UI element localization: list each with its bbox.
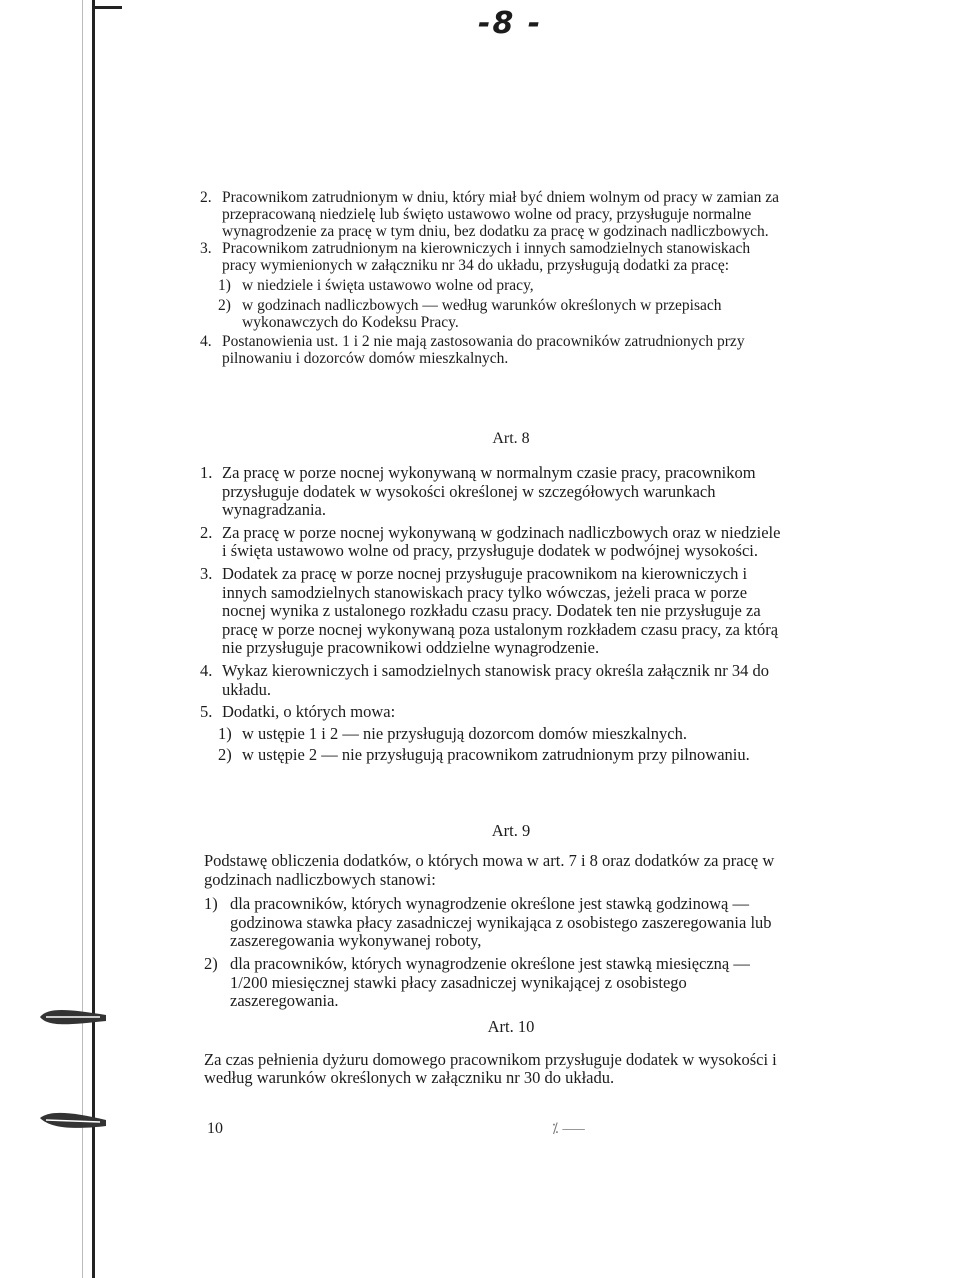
paragraph-number: 2. [200,522,213,542]
paragraph-text: Pracownikom zatrudnionym na kierowniczych i innych samodzielnych stanowiskach pracy wymienionych w załączniku nr 34 do układu, przysługują dodatki za pracę: [222,240,751,274]
binder-edge-line [92,0,95,1278]
section-continuation [200,189,782,367]
paragraph-number: 4. [200,660,213,680]
paragraph-number: 3. [200,563,213,583]
list-item [200,725,782,744]
list-item [200,895,782,951]
article-9-body [200,852,782,1011]
paragraph [200,333,782,367]
article-intro: Podstawę obliczenia dodatków, o których mowa w art. 7 i 8 oraz dodatków za pracę w godzinach nadliczbowych stanowi: [204,851,775,889]
paragraph [200,464,782,520]
paragraph-text: Wykaz kierowniczych i samodzielnych stanowisk pracy określa załącznik nr 34 do układu. [222,660,769,699]
binder-clip-icon [38,1108,108,1132]
paragraph-number: 4. [200,333,212,350]
list-item-number: 2) [218,745,232,765]
paragraph-number: 1. [200,463,213,482]
list-item-number: 2) [204,953,218,973]
paragraph [200,189,782,240]
list-item-number: 1) [218,277,231,294]
paragraph-text: Za pracę w porze nocnej wykonywaną w godzinach nadliczbowych oraz w niedziele i święta ustawowo wolne od pracy, przysługuje dodatek w podwójnej wysokości. [222,522,781,561]
list-item-text: w niedziele i święta ustawowo wolne od pracy, [242,277,534,294]
list-item-text: w ustępie 2 — nie przysługują pracownikom zatrudnionym przy pilnowaniu. [242,745,750,765]
list-item-text: w godzinach nadliczbowych — według warunków określonych w przepisach wykonawczych do Kodeksu Pracy. [242,297,722,331]
list-item-text: dla pracowników, których wynagrodzenie określone jest stawką miesięczną — 1/200 miesięcznej stawki płacy zasadniczej wynikającej z osobistego zaszeregowania. [230,953,750,1011]
list-item [200,297,782,331]
paragraph [200,703,782,722]
paragraph-text: Postanowienia ust. 1 i 2 nie mają zastosowania do pracowników zatrudnionych przy pilnowaniu i dozorców domów mieszkalnych. [222,333,745,367]
paragraph-number: 3. [200,240,212,257]
paragraph [200,524,782,561]
paragraph-text: Pracownikom zatrudnionym w dniu, który miał być dniem wolnym od pracy w zamian za przepracowaną niedzielę lub święto ustawowo wolne od pracy, przysługuje normalne wynagrodzenie za pracę w tym dniu, bez dodatku za pracę w godzinach nadliczbowych. [222,189,780,240]
paragraph-number: 2. [200,189,212,206]
page-number: 10 [207,1120,223,1137]
list-item-number: 2) [218,297,231,314]
paragraph [200,240,782,274]
paragraph-text: Dodatki, o których mowa: [222,702,396,722]
list-item [200,277,782,294]
binder-shadow-line [82,0,83,1278]
binder-clip-icon [38,1005,108,1029]
handwritten-page-number: -8 - [478,6,543,41]
article-8-body [200,464,782,765]
list-item-number: 1) [218,723,232,743]
paragraph-text: Za pracę w porze nocnej wykonywaną w normalnym czasie pracy, pracownikom przysługuje dodatek w wysokości określonej w szczegółowych warunkach wynagradzania. [222,463,756,520]
paragraph-number: 5. [200,702,213,722]
article-heading: Art. 10 [487,1017,535,1036]
article-text: Za czas pełnienia dyżuru domowego pracownikom przysługuje dodatek w wysokości i według warunków określonych w załączniku nr 30 do układu. [204,1049,777,1088]
article-8 [200,430,782,448]
paragraph [200,565,782,658]
list-item-text: dla pracowników, których wynagrodzenie określone jest stawką godzinową — godzinowa stawka płacy zasadniczej wynikająca z osobistego zaszeregowania lub zaszeregowania wykonywanej roboty, [230,894,772,951]
list-item [200,746,782,765]
article-heading: Art. 8 [492,430,530,447]
article-heading: Art. 9 [491,821,531,840]
article-10 [200,1018,782,1088]
list-item-number: 1) [204,894,218,914]
binder-top-mark [92,6,122,9]
list-item-text: w ustępie 1 i 2 — nie przysługują dozorcom domów mieszkalnych. [242,723,687,743]
paragraph [200,662,782,699]
scan-smudge: ⁒ ⸺ [552,1122,586,1137]
paragraph-text: Dodatek za pracę w porze nocnej przysługuje pracownikom na kierowniczych i innych samodzielnych stanowiskach pracy tylko wówczas, jeżeli praca w porze nocnej wynika z ustalonego rozkładu czasu pracy. Dodatek ten nie przysługuje za pracę w porze nocnej wykonywaną poza ustalonym rozkładem czasu pracy, za którą nie przysługuje pracownikowi oddzielne wynagrodzenie. [222,563,779,658]
list-item [200,955,782,1011]
article-9 [200,822,782,841]
